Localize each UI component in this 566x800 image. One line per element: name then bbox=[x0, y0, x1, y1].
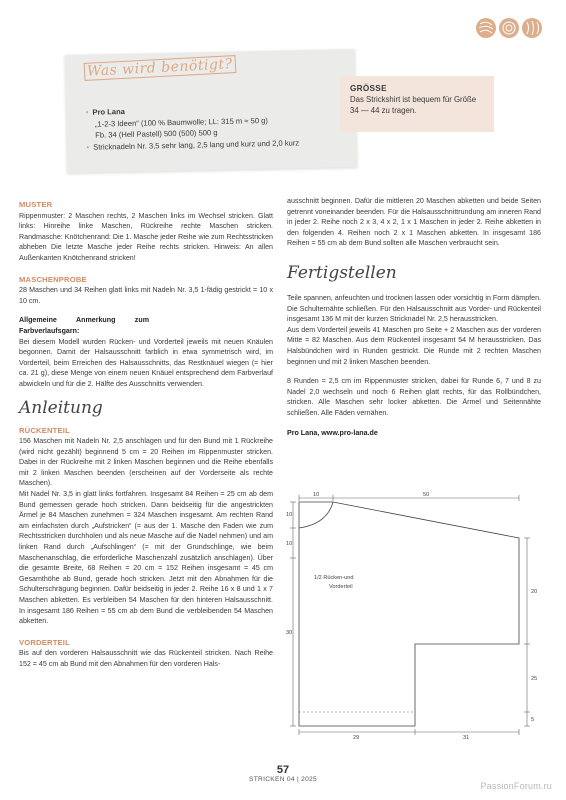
rueckenteil-heading: RÜCKENTEIL bbox=[19, 425, 70, 435]
materials-title: Was wird benötigt? bbox=[84, 56, 236, 80]
dim-bottom-left: 29 bbox=[353, 735, 360, 741]
yarn-ball-icon bbox=[522, 18, 542, 38]
dim-right-bottom: 5 bbox=[531, 717, 535, 723]
maschenprobe-heading: MASCHENPROBE bbox=[19, 274, 87, 284]
magazine-issue: STRICKEN 04 | 2025 bbox=[249, 776, 317, 783]
dim-right-low: 25 bbox=[531, 676, 538, 682]
yarn-icons bbox=[476, 18, 542, 38]
credit: Pro Lana, www.pro-lana.de bbox=[287, 428, 378, 437]
schematic-label-1: 1/2 Rücken-und bbox=[314, 575, 354, 581]
dim-top-right: 50 bbox=[423, 492, 430, 498]
dim-bottom-right: 31 bbox=[463, 735, 470, 741]
materials-list: • Pro Lana „1-2-3 Ideen“ (100 % Baumwolle; LL: 315 m ≈ 50 g) Fb. 34 (Hell Pastell) 500 (500) 500 g • Stricknadeln Nr. 3,5 sehr lang, 2,5 lang und kurz und 2,0 kurz bbox=[86, 101, 357, 153]
needles-info: Stricknadeln Nr. 3,5 sehr lang, 2,5 lang und kurz und 2,0 kurz bbox=[93, 138, 300, 152]
page-number: 57 bbox=[276, 764, 290, 776]
yarn-brand: Pro Lana bbox=[92, 107, 126, 117]
muster-heading: MUSTER bbox=[19, 200, 53, 209]
yarn-ball-icon bbox=[499, 18, 519, 38]
rueckenteil-text-2: Mit Nadel Nr. 3,5 in glatt links fortfahren. Insgesamt 84 Reihen = 25 cm ab dem Bund gemessen gerade hoch stricken. Dann beidseitig für die angestrickten Ärmel je 84 Maschen zunehmen = 324 Maschen insgesamt. Am rechten Rand am einfachsten durch „Aufstricken“ (= aus der 1. Masche den Faden wie zum Rechtsstricken durchholen und als neue Masche auf die Nadel nehmen) und am linken Rand durch „Aufschlingen“ (= mit der Grundschlinge, wie beim Maschenanschlag, die erforderliche Maschenzahl zusätzlich anschlagen). Über die gesamte Breite, 68 Reihen = 20 cm = 152 Reihen insgesamt = 45 cm Gesamthöhe ab Bund, gerade hoch stricken. Jetzt mit den Abnahmen für die Schulterschrägung beginnen. Dafür beidseitig in jeder 2. Reihe 16 x 8 und 1 x 7 Maschen abketten. Es verbleiben 54 Maschen für den hinteren Halsausschnitt. In insgesamt 186 Reihen = 55 cm ab dem Bund die verbleibenden 54 Maschen abketten. bbox=[19, 490, 273, 626]
dim-left-mid: 10 bbox=[286, 541, 293, 547]
size-box bbox=[340, 76, 494, 132]
fertigstellen-text-2: Aus dem Vorderteil jeweils 41 Maschen pro Seite + 2 Maschen aus der vorderen Mitte = 82 Maschen. Aus dem Rückenteil insgesamt 54 M herausstricken. Das Halsbündchen wird in Runden gestrickt. Die Runde mit 2 rechten Maschen beginnen und mit 2 linken Maschen beenden. bbox=[287, 325, 541, 366]
vorderteil-text-cont: ausschnitt beginnen. Dafür die mittleren 20 Maschen abketten und beide Seiten getrennt voneinander beenden. Für die Halsausschnittrundung am inneren Rand in jeder 2. Reihe noch 2 x 3, 4 x 2, 1 x 1 Maschen in jeder 2. Reihe abketten in den folgenden 4. Reihen noch 2 x 1 Maschen abketten. In insgesamt 186 Reihen = 55 cm ab dem Bund sollten alle Maschen verbraucht sein. bbox=[287, 197, 541, 248]
size-heading: GRÖSSE bbox=[350, 84, 387, 93]
left-column bbox=[19, 198, 273, 670]
dim-top-left: 10 bbox=[313, 492, 320, 498]
dim-right-top: 20 bbox=[531, 589, 538, 595]
muster-text: Rippenmuster: 2 Maschen rechts, 2 Maschen links im Wechsel stricken. Glatt links: Hinreihe linke Maschen, Rückreihe rechte Maschen stricken. Randmasche: Knötchenrand: Die 1. Masche jeder Reihe wie zum Rechtsstricken abheben Die letzte Masche jeder Reihe rechts stricken. Hinweis: An allen Außenkanten Knötchenrand stricken! bbox=[19, 211, 273, 262]
dim-left-top: 10 bbox=[286, 512, 293, 518]
anleitung-heading: Anleitung bbox=[19, 397, 103, 418]
fertigstellen-text-3: 8 Runden = 2,5 cm im Rippenmuster stricken, dabei für Runde 6, 7 und 8 zu Nadel 2,0 wechseln und noch 6 Reihen glatt rechts, für das Rollbündchen, stricken. Alle Maschen sehr locker abketten. Die Ärmel und Seitennähte schließen. Alle Fäden vernähen. bbox=[287, 377, 541, 417]
yarn-color: Fb. 34 (Hell Pastell) 500 (500) 500 g bbox=[95, 128, 218, 140]
vorderteil-heading: VORDERTEIL bbox=[19, 637, 70, 647]
fertigstellen-heading: Fertigstellen bbox=[287, 262, 397, 283]
schematic-label-2: Vorderteil bbox=[329, 584, 353, 590]
fertigstellen-text-1: Teile spannen, anfeuchten und trocknen lassen oder vorsichtig in Form dämpfen. Die Schulternähte schließen. Für den Halsausschnitt aus Vorder- und Rückenteil insgesamt 136 M mit der kurzen Stricknadel Nr. 2,5 herausstricken. bbox=[287, 293, 541, 324]
vorderteil-text: Bis auf den vorderen Halsausschnitt wie das Rückenteil stricken. Nach Reihe 152 = 45 cm ab Bund mit den Abnahmen für den vorderen Hals- bbox=[19, 649, 273, 668]
pattern-schematic bbox=[287, 494, 541, 740]
yarn-ball-icon bbox=[476, 18, 496, 38]
watermark: PassionForum.ru bbox=[480, 781, 552, 791]
dim-left-low: 30 bbox=[286, 630, 293, 636]
yarn-info: „1-2-3 Ideen“ (100 % Baumwolle; LL: 315 m ≈ 50 g) bbox=[94, 115, 268, 129]
note-heading: Allgemeine Anmerkung zum Farbverlaufsgarn: bbox=[19, 316, 149, 335]
size-text: Das Strickshirt ist bequem für Größe 34 — 44 zu tragen. bbox=[350, 95, 477, 115]
rueckenteil-text-1: 156 Maschen mit Nadeln Nr. 2,5 anschlagen und für den Bund mit 1 Rückreihe (wird nicht gezählt) beginnend 5 cm = 20 Reihen im Rippenmuster stricken. Dabei in der Rückreihe mit 2 linken Maschen beginnen und die Reihe ebenfalls mit 2 linken Maschen beenden (erscheinen auf der Vorderseite als rechte Maschen). bbox=[19, 437, 273, 488]
right-column bbox=[287, 196, 541, 438]
note-text: Bei diesem Modell wurden Rücken- und Vorderteil jeweils mit neuen Knäulen begonnen. Damit der Halsausschnitt farblich in etwa symmetrisch wird, im Vorderteil, beim Erreichen des Halsausschnitts, das Restknäuel wiegen (= hier ca. 21 g), diese Menge von einem neuen Knäuel entsprechend dem Farbverlauf abwickeln und für die 2. Hälfte des Ausschnitts verwenden. bbox=[19, 337, 273, 388]
maschenprobe-text: 28 Maschen und 34 Reihen glatt links mit Nadeln Nr. 3,5 1-fädig gestrickt = 10 x 10 cm. bbox=[19, 286, 273, 305]
